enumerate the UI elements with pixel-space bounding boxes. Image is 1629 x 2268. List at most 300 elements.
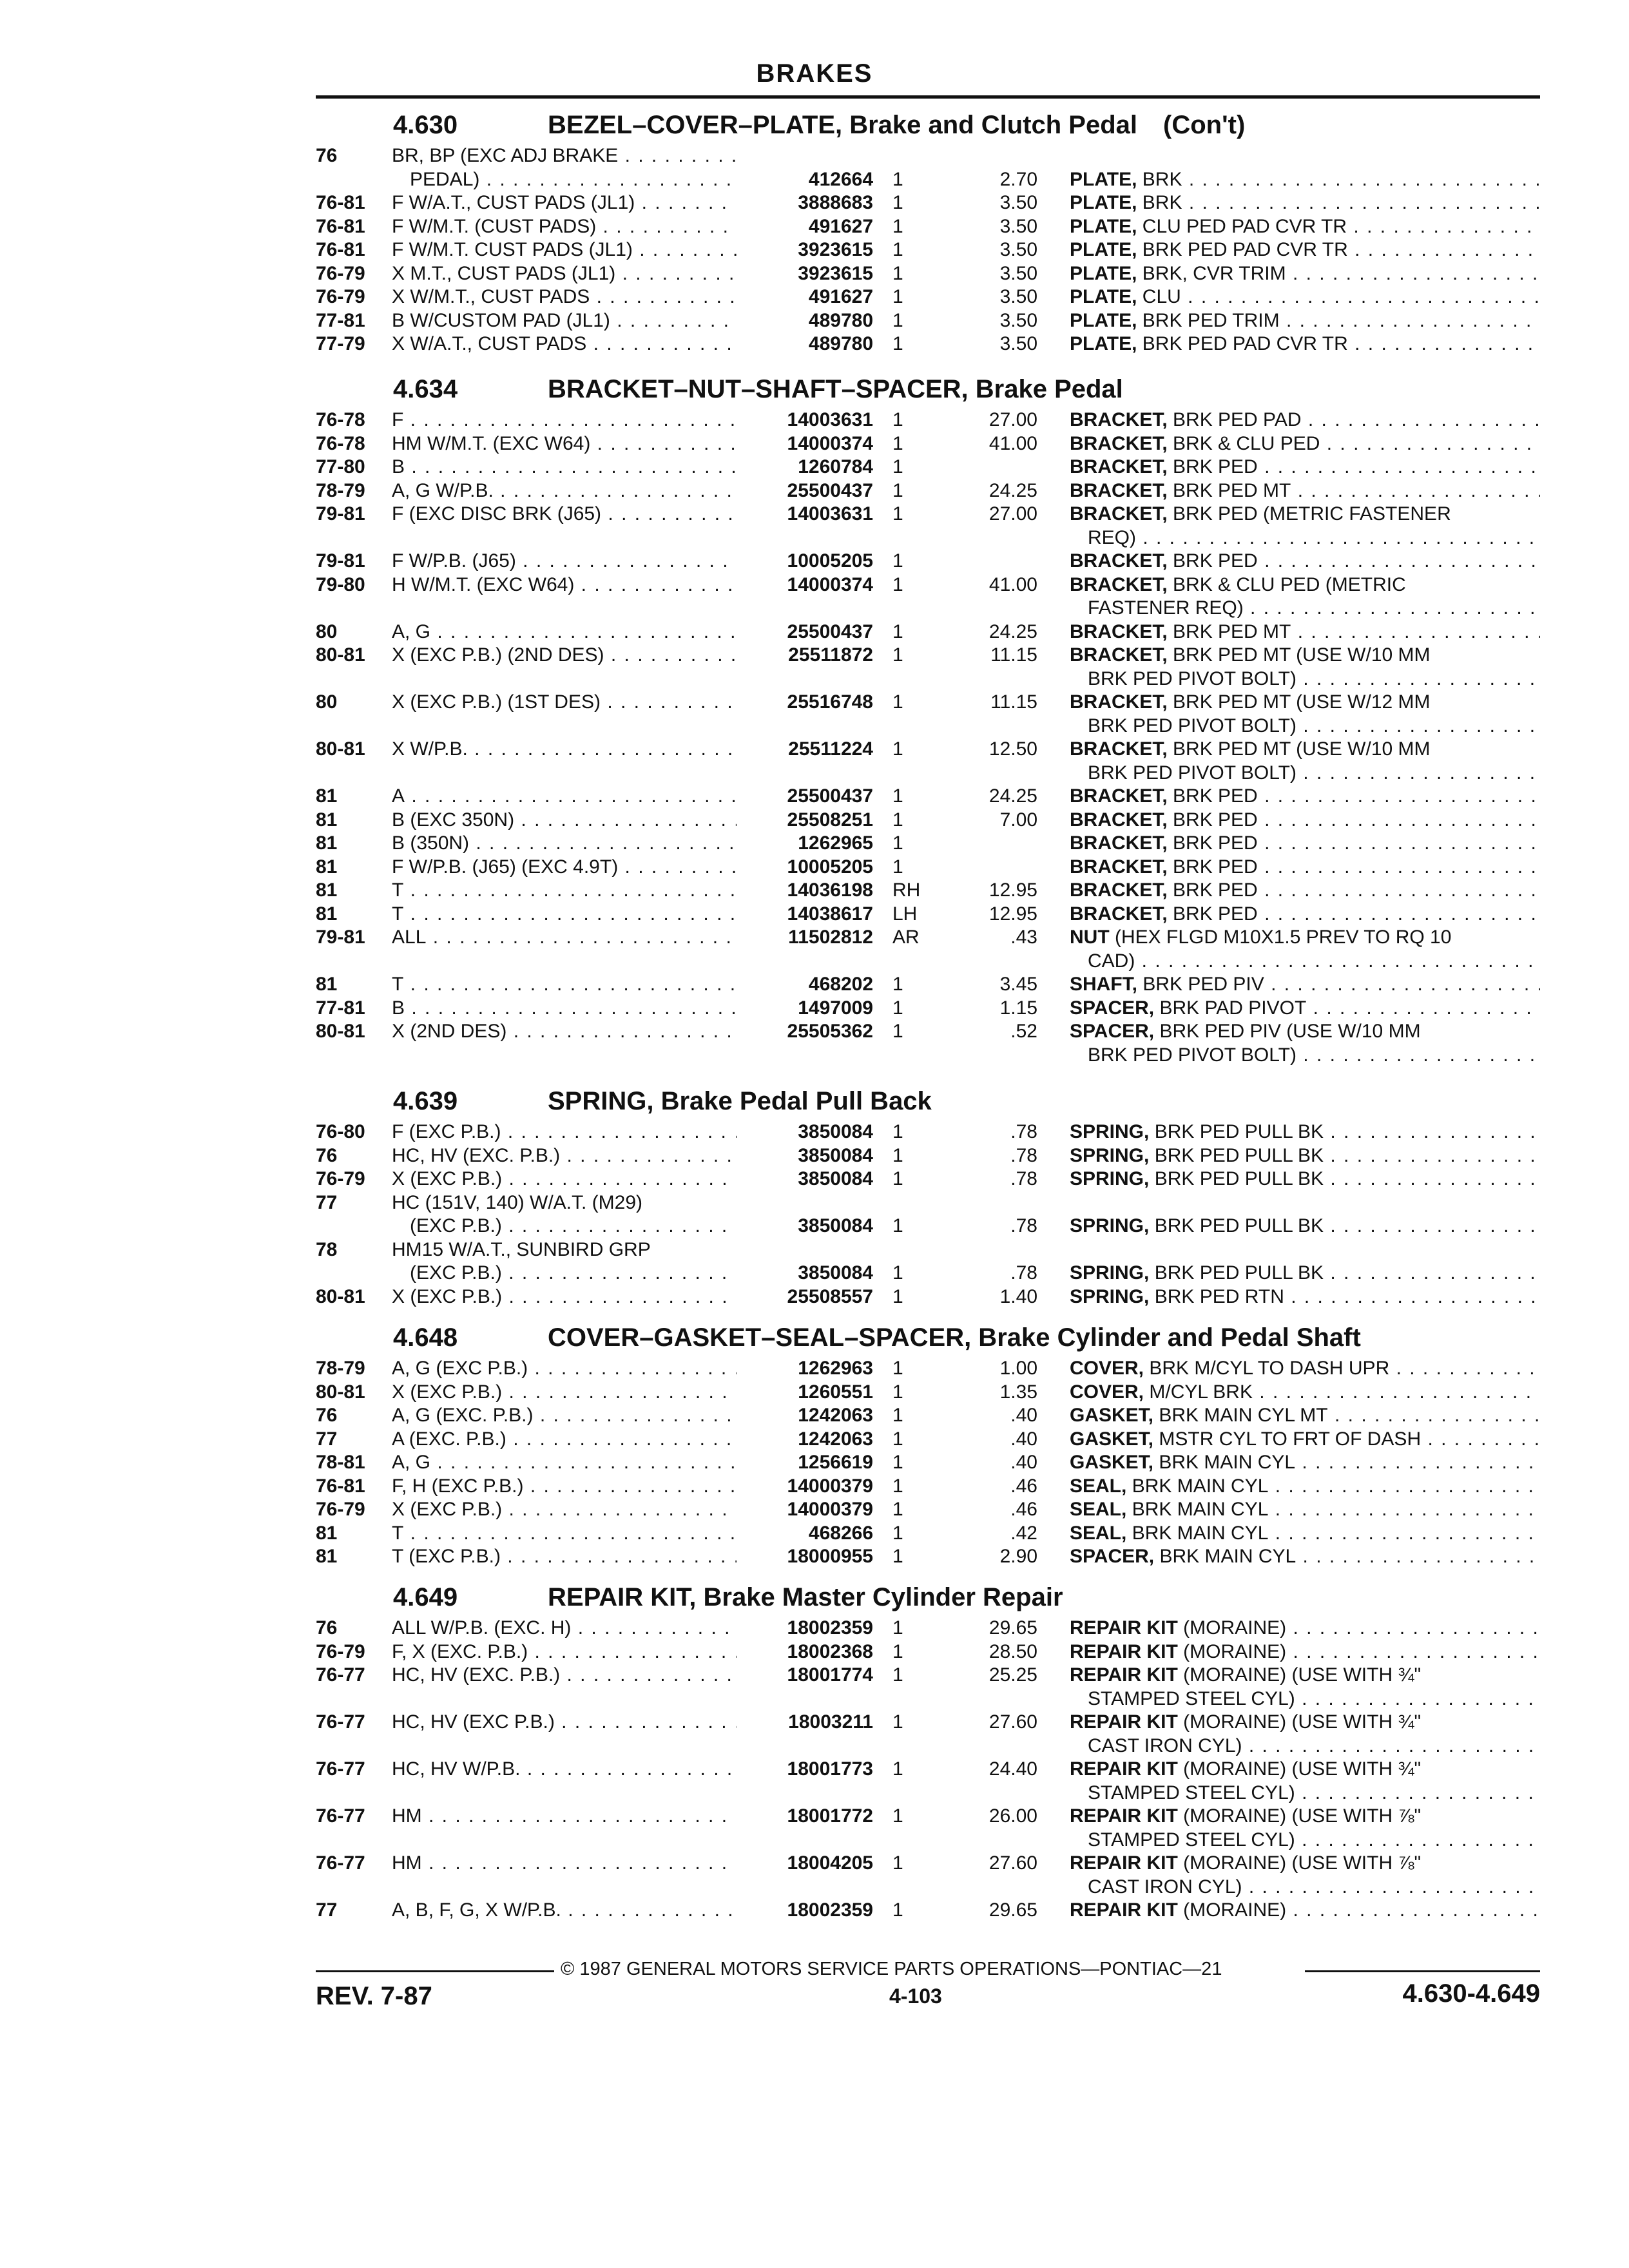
part-name: PLATE, [1070, 168, 1137, 190]
parts-row [0, 573, 1629, 597]
part-description [1070, 408, 1540, 432]
quantity: 1 [892, 1640, 903, 1662]
part-number: 10005205 [787, 856, 873, 878]
parts-row [0, 1020, 1629, 1044]
part-number: 3850084 [798, 1262, 873, 1283]
part-description [1070, 1404, 1540, 1427]
part-description [1070, 856, 1540, 879]
model-years: 77-80 [316, 456, 365, 477]
quantity: 1 [892, 1546, 903, 1567]
application: HC, HV (EXC P.B.) . . . [392, 1711, 737, 1734]
model-years: 81 [316, 809, 338, 831]
part-detail: BRK PED PIV [1142, 974, 1264, 995]
application: B . . . [392, 997, 737, 1020]
application: T . . . [392, 879, 737, 902]
parts-row [0, 1168, 1629, 1191]
application: F W/P.B. (J65) . . . [392, 550, 737, 573]
model-years: 77-81 [316, 309, 365, 331]
parts-row [0, 432, 1629, 456]
part-description [1070, 620, 1540, 644]
part-number: 14000379 [787, 1499, 873, 1520]
quantity: 1 [892, 1381, 903, 1403]
quantity: 1 [892, 1805, 903, 1827]
part-detail: CLU PED PAD CVR TR [1142, 215, 1347, 237]
part-description [1070, 1120, 1540, 1144]
quantity: 1 [892, 1852, 903, 1874]
part-name: BRACKET, [1070, 785, 1168, 807]
part-name: REPAIR KIT [1070, 1640, 1178, 1662]
application: A, B, F, G, X W/P.B. . . . [392, 1899, 737, 1922]
part-number: 25500437 [787, 620, 873, 642]
price: 25.25 [988, 1664, 1037, 1686]
application: X (EXC P.B.) . . . [392, 1498, 737, 1521]
price: 24.25 [988, 479, 1037, 501]
section-title [548, 375, 1149, 404]
part-number: 1262963 [798, 1358, 873, 1379]
application: F W/P.B. (J65) (EXC 4.9T) . . . [392, 856, 737, 879]
part-number: 1497009 [798, 997, 873, 1019]
application: F W/M.T. (CUST PADS) . . . [392, 215, 737, 238]
parts-row [0, 1782, 1629, 1805]
price: 2.90 [999, 1546, 1037, 1567]
price: 2.70 [999, 168, 1037, 190]
part-number: 491627 [808, 215, 873, 237]
part-name: COVER, [1070, 1381, 1144, 1403]
quantity: 1 [892, 479, 903, 501]
model-years: 78-79 [316, 1358, 365, 1379]
section-title-text: BRACKET–NUT–SHAFT–SPACER, Brake Pedal [548, 375, 1123, 403]
model-years: 76 [316, 145, 338, 166]
part-description [1070, 668, 1540, 691]
part-detail: BRK PED [1173, 550, 1258, 572]
part-name: SPACER, [1070, 1021, 1155, 1042]
part-description [1070, 597, 1540, 620]
model-years: 76-78 [316, 409, 365, 430]
part-description [1070, 285, 1540, 309]
part-description [1070, 309, 1540, 332]
quantity: 1 [892, 738, 903, 760]
parts-row [0, 1664, 1629, 1687]
application: PEDAL) . . . [392, 168, 737, 191]
model-years: 76-77 [316, 1805, 365, 1827]
parts-row [0, 1357, 1629, 1381]
price: 41.00 [988, 432, 1037, 454]
model-years: 80-81 [316, 1285, 365, 1307]
part-name: BRACKET, [1070, 409, 1168, 430]
part-detail: BRK PED PIVOT BOLT) [1088, 715, 1296, 736]
application: HM W/M.T. (EXC W64) . . . [392, 432, 737, 456]
parts-row [0, 1120, 1629, 1144]
application: X W/M.T., CUST PADS . . . [392, 285, 737, 309]
quantity: 1 [892, 168, 903, 190]
application: A . . . [392, 785, 737, 808]
section-4-634 [0, 372, 1629, 1067]
section-number: 4.649 [393, 1583, 458, 1611]
parts-row [0, 926, 1629, 950]
part-name: BRACKET, [1070, 620, 1168, 642]
part-detail: (MORAINE) [1183, 1617, 1287, 1639]
price: .78 [1010, 1144, 1037, 1166]
part-description [1070, 1262, 1540, 1285]
part-number: 3923615 [798, 239, 873, 260]
parts-row [0, 809, 1629, 832]
application: X (EXC P.B.) (1ST DES) . . . [392, 691, 737, 714]
part-detail: (MORAINE) (USE WITH ⅞" [1183, 1852, 1422, 1874]
section-title-suffix: (Con't) [1163, 111, 1246, 139]
parts-row [0, 644, 1629, 668]
application: F W/A.T., CUST PADS (JL1) . . . [392, 191, 737, 215]
part-name: BRACKET, [1070, 503, 1168, 524]
application: F, X (EXC. P.B.) . . . [392, 1640, 737, 1664]
price: .52 [1010, 1021, 1037, 1042]
parts-row [0, 1191, 1629, 1215]
part-description [1070, 191, 1540, 215]
part-detail: BRK PED TRIM [1142, 309, 1280, 331]
part-name: REPAIR KIT [1070, 1852, 1178, 1874]
section-number: 4.648 [393, 1323, 458, 1352]
quantity: 1 [892, 286, 903, 307]
part-detail: BRK PED PIVOT BOLT) [1088, 668, 1296, 689]
application: HC (151V, 140) W/A.T. (M29) [392, 1191, 643, 1213]
part-detail: BRK PED PAD CVR TR [1142, 239, 1348, 260]
part-name: SPRING, [1070, 1168, 1150, 1189]
footer-page-number: 4-103 [889, 1984, 942, 2008]
part-number: 25500437 [787, 479, 873, 501]
part-number: 1242063 [798, 1428, 873, 1450]
part-name: BRACKET, [1070, 903, 1168, 925]
part-name: BRACKET, [1070, 573, 1168, 595]
parts-row [0, 1215, 1629, 1238]
model-years: 76-79 [316, 262, 365, 284]
part-number: 18001773 [787, 1758, 873, 1780]
part-description [1070, 762, 1540, 785]
parts-row [0, 144, 1629, 168]
model-years: 80-81 [316, 1381, 365, 1403]
application: T . . . [392, 1522, 737, 1545]
parts-row [0, 997, 1629, 1021]
parts-row [0, 879, 1629, 903]
application: H W/M.T. (EXC W64) . . . [392, 573, 737, 597]
model-years: 79-81 [316, 503, 365, 524]
part-detail: BRK PED PIVOT BOLT) [1088, 762, 1296, 783]
model-years: 81 [316, 1546, 338, 1567]
part-number: 468266 [808, 1522, 873, 1544]
part-detail: BRK PED PAD [1173, 409, 1302, 430]
parts-row [0, 620, 1629, 644]
part-number: 489780 [808, 333, 873, 354]
price: 24.25 [988, 785, 1037, 807]
part-name: SPRING, [1070, 1215, 1150, 1236]
section-4-649 [0, 1581, 1629, 1923]
model-years: 81 [316, 879, 338, 901]
part-description [1070, 1285, 1540, 1309]
footer-revision: REV. 7-87 [316, 1982, 432, 2010]
model-years: 79-81 [316, 550, 365, 572]
parts-row [0, 1044, 1629, 1068]
quantity: 1 [892, 239, 903, 260]
price: 29.65 [988, 1617, 1037, 1639]
part-name: REPAIR KIT [1070, 1805, 1178, 1827]
parts-row [0, 1404, 1629, 1428]
application: BR, BP (EXC ADJ BRAKE . . . [392, 144, 737, 168]
parts-row [0, 238, 1629, 262]
model-years: 76-77 [316, 1758, 365, 1780]
part-name: SPACER, [1070, 1546, 1155, 1567]
price: 27.00 [988, 503, 1037, 524]
part-description [1070, 1545, 1540, 1568]
price: 1.00 [999, 1358, 1037, 1379]
part-name: COVER, [1070, 1358, 1144, 1379]
quantity: 1 [892, 432, 903, 454]
part-name: GASKET, [1070, 1452, 1154, 1473]
model-years: 76 [316, 1617, 338, 1639]
part-number: 3850084 [798, 1215, 873, 1236]
parts-row [0, 1428, 1629, 1452]
part-name: REPAIR KIT [1070, 1664, 1178, 1686]
quantity: 1 [892, 309, 903, 331]
part-detail: STAMPED STEEL CYL) [1088, 1829, 1295, 1850]
part-name: SEAL, [1070, 1499, 1127, 1520]
model-years: 76 [316, 1144, 338, 1166]
parts-row [0, 1805, 1629, 1829]
quantity: 1 [892, 620, 903, 642]
model-years: 78-81 [316, 1452, 365, 1473]
section-number: 4.630 [393, 111, 458, 139]
part-number: 18002359 [787, 1617, 873, 1639]
quantity: 1 [892, 1758, 903, 1780]
part-description [1070, 432, 1540, 456]
section-4-630 [0, 108, 1629, 356]
section-heading [0, 1084, 1629, 1120]
part-detail: BRK PED PIVOT BOLT) [1088, 1044, 1296, 1066]
part-name: BRACKET, [1070, 550, 1168, 572]
part-detail: BRK MAIN CYL MT [1159, 1405, 1328, 1426]
part-number: 18004205 [787, 1852, 873, 1874]
price: 11.15 [990, 691, 1037, 713]
price: 1.40 [999, 1285, 1037, 1307]
quantity: 1 [892, 456, 903, 477]
price: 3.50 [999, 262, 1037, 284]
part-name: BRACKET, [1070, 809, 1168, 831]
part-detail: (MORAINE) (USE WITH ¾" [1183, 1758, 1422, 1780]
part-number: 1260551 [798, 1381, 873, 1403]
price: 1.35 [999, 1381, 1037, 1403]
quantity: 1 [892, 550, 903, 572]
parts-row [0, 1238, 1629, 1262]
part-number: 14000374 [787, 573, 873, 595]
model-years: 76-79 [316, 286, 365, 307]
application: HM . . . [392, 1805, 737, 1828]
section-title-text: BEZEL–COVER–PLATE, Brake and Clutch Pedal [548, 111, 1138, 139]
application: T . . . [392, 973, 737, 996]
part-number: 3923615 [798, 262, 873, 284]
application: X M.T., CUST PADS (JL1) . . . [392, 262, 737, 285]
parts-row [0, 1451, 1629, 1475]
quantity: LH [892, 903, 918, 925]
part-detail: BRK PED MT (USE W/10 MM [1173, 644, 1431, 666]
part-description [1070, 503, 1540, 526]
part-detail: BRK PED [1173, 832, 1258, 854]
price: 3.45 [999, 974, 1037, 995]
part-detail: BRK PED [1173, 456, 1258, 477]
parts-row [0, 332, 1629, 356]
parts-row [0, 456, 1629, 479]
price: 11.15 [990, 644, 1037, 666]
part-number: 25508557 [787, 1285, 873, 1307]
application: X (EXC P.B.) . . . [392, 1168, 737, 1191]
part-number: 14003631 [787, 409, 873, 430]
part-description [1070, 950, 1540, 973]
part-description [1070, 1852, 1540, 1875]
part-detail: (MORAINE) (USE WITH ¾" [1183, 1664, 1422, 1686]
part-name: BRACKET, [1070, 644, 1168, 666]
quantity: 1 [892, 1262, 903, 1283]
part-detail: BRK PED [1173, 809, 1258, 831]
section-title [548, 1583, 1089, 1612]
part-number: 1256619 [798, 1452, 873, 1473]
part-description [1070, 1711, 1540, 1734]
model-years: 81 [316, 974, 338, 995]
model-years: 77-81 [316, 997, 365, 1019]
part-description [1070, 262, 1540, 285]
part-name: SPRING, [1070, 1285, 1150, 1307]
application: A, G . . . [392, 620, 737, 644]
part-name: SPRING, [1070, 1144, 1150, 1166]
parts-row [0, 1876, 1629, 1899]
part-description [1070, 1381, 1540, 1404]
part-detail: FASTENER REQ) [1088, 597, 1244, 619]
model-years: 78-79 [316, 479, 365, 501]
part-name: BRACKET, [1070, 832, 1168, 854]
application: B . . . [392, 456, 737, 479]
part-detail: CAST IRON CYL) [1088, 1876, 1242, 1898]
parts-row [0, 1852, 1629, 1876]
price: 3.50 [999, 239, 1037, 260]
section-title [548, 1087, 958, 1116]
application: HC, HV W/P.B. . . . [392, 1758, 737, 1781]
parts-row [0, 408, 1629, 432]
part-description [1070, 785, 1540, 808]
price: 12.95 [988, 903, 1037, 925]
part-detail: BRK & CLU PED [1173, 432, 1320, 454]
part-detail: (HEX FLGD M10X1.5 PREV TO RQ 10 [1115, 927, 1452, 948]
application: T (EXC P.B.) . . . [392, 1545, 737, 1568]
price: .46 [1010, 1475, 1037, 1497]
price: 3.50 [999, 286, 1037, 307]
part-description [1070, 1215, 1540, 1238]
model-years: 76-79 [316, 1168, 365, 1189]
parts-row [0, 715, 1629, 738]
model-years: 78 [316, 1238, 338, 1260]
application: A, G . . . [392, 1451, 737, 1474]
part-detail: BRK PED MT (USE W/10 MM [1173, 738, 1431, 760]
application: X (EXC P.B.) (2ND DES) . . . [392, 644, 737, 667]
part-description [1070, 832, 1540, 855]
part-description [1070, 809, 1540, 832]
part-detail: BRK PED PULL BK [1154, 1215, 1324, 1236]
price: .40 [1010, 1452, 1037, 1473]
application: X W/P.B. . . . [392, 738, 737, 761]
part-number: 18001772 [787, 1805, 873, 1827]
quantity: 1 [892, 333, 903, 354]
quantity: 1 [892, 1121, 903, 1142]
quantity: 1 [892, 1215, 903, 1236]
part-number: 1242063 [798, 1405, 873, 1426]
model-years: 76-79 [316, 1640, 365, 1662]
price: 3.50 [999, 309, 1037, 331]
application: HM15 W/A.T., SUNBIRD GRP [392, 1238, 651, 1260]
application: B (EXC 350N) . . . [392, 809, 737, 832]
section-number: 4.639 [393, 1087, 458, 1115]
part-detail: BRK PED [1173, 785, 1258, 807]
parts-row [0, 1475, 1629, 1499]
quantity: 1 [892, 409, 903, 430]
part-name: SPACER, [1070, 997, 1155, 1019]
parts-row [0, 973, 1629, 997]
part-detail: BRK PED [1173, 856, 1258, 878]
parts-row [0, 1381, 1629, 1405]
part-name: PLATE, [1070, 286, 1137, 307]
quantity: 1 [892, 573, 903, 595]
price: 24.40 [988, 1758, 1037, 1780]
quantity: 1 [892, 809, 903, 831]
parts-row [0, 1522, 1629, 1546]
part-detail: M/CYL BRK [1149, 1381, 1253, 1403]
part-description [1070, 879, 1540, 902]
application: X (2ND DES) . . . [392, 1020, 737, 1043]
model-years: 80-81 [316, 738, 365, 760]
part-name: SPRING, [1070, 1262, 1150, 1283]
part-description [1070, 973, 1540, 996]
parts-row [0, 503, 1629, 526]
part-number: 3888683 [798, 192, 873, 213]
model-years: 76-78 [316, 432, 365, 454]
section-title-text: SPRING, Brake Pedal Pull Back [548, 1087, 932, 1115]
part-name: BRACKET, [1070, 691, 1168, 713]
quantity: 1 [892, 1405, 903, 1426]
price: 12.50 [988, 738, 1037, 760]
application: ALL . . . [392, 926, 737, 949]
parts-row [0, 1285, 1629, 1309]
quantity: 1 [892, 856, 903, 878]
parts-row [0, 309, 1629, 333]
parts-row [0, 950, 1629, 974]
part-number: 18001774 [787, 1664, 873, 1686]
model-years: 77 [316, 1899, 338, 1921]
part-detail: BRK [1142, 192, 1182, 213]
model-years: 81 [316, 785, 338, 807]
price: 29.65 [988, 1899, 1037, 1921]
parts-row [0, 832, 1629, 856]
parts-row [0, 738, 1629, 762]
model-years: 76-79 [316, 1499, 365, 1520]
part-description [1070, 1782, 1540, 1805]
part-number: 18002359 [787, 1899, 873, 1921]
price: 3.50 [999, 215, 1037, 237]
application: (EXC P.B.) . . . [392, 1215, 737, 1238]
part-number: 14038617 [787, 903, 873, 925]
price: 27.00 [988, 409, 1037, 430]
part-number: 14003631 [787, 503, 873, 524]
part-detail: BRK PED MT [1173, 620, 1291, 642]
quantity: 1 [892, 1899, 903, 1921]
part-detail: BRK MAIN CYL [1132, 1499, 1269, 1520]
price: .46 [1010, 1499, 1037, 1520]
parts-row [0, 1640, 1629, 1664]
part-detail: (MORAINE) (USE WITH ⅞" [1183, 1805, 1422, 1827]
part-name: BRACKET, [1070, 432, 1168, 454]
model-years: 76-77 [316, 1852, 365, 1874]
